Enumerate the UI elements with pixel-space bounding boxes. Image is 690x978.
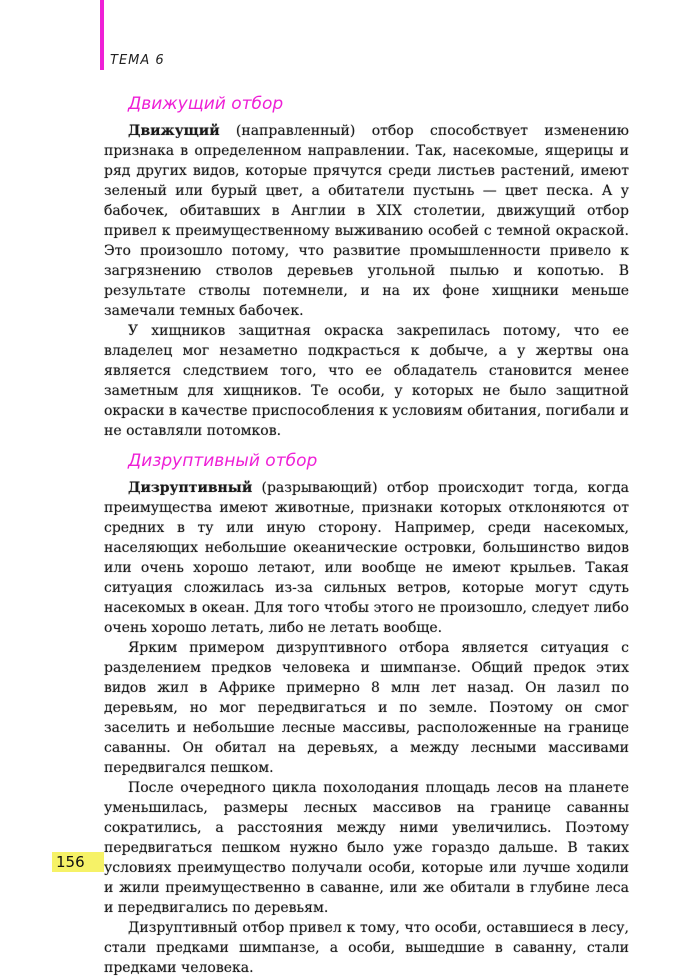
section-heading-directional: Движущий отбор xyxy=(128,94,284,114)
page-content xyxy=(104,92,629,978)
paragraph: После очередного цикла похолодания площадь лесов на планете уменьшилась, размеры лесных массивов на границе саванны сократились, а расстояния между ними увеличились. Поэтому передвигаться пешком нужно было уже гораздо дальше. В таких условиях преимущество получали особи, которые или лучше ходили и жили преимущественно в саванне, или же обитали в глубине леса и передвигались по деревьям. xyxy=(104,780,629,916)
paragraph: У хищников защитная окраска закрепилась потому, что ее владелец мог незаметно подкрасться к добыче, а у жертвы она является следствием того, что ее обладатель становится менее заметным для хищников. Те особи, у которых не было защитной окраски в качестве приспособления к условиям обитания, погибали и не оставляли потомков. xyxy=(104,323,629,439)
paragraph: Дизруптивный отбор привел к тому, что особи, оставшиеся в лесу, стали предками шимпанзе, а особи, вышедшие в саванну, стали предками человека. xyxy=(104,920,629,976)
topic-label: ТЕМА 6 xyxy=(110,53,165,68)
page-number: 156 xyxy=(52,852,104,872)
term-bold: Движущий xyxy=(128,123,220,139)
paragraph: Движущий (направленный) отбор способствует изменению признака в определенном направлении. Так, насекомые, ящерицы и ряд других видов, которые прячутся среди листьев растений, имеют зеленый или бурый цвет, а обитатели пустынь — цвет песка. А у бабочек, обитавших в Англии в XIX столетии, движущий отбор привел к преимущественному выживанию особей с темной окраской. Это произошло потому, что развитие промышленности привело к загрязнению стволов деревьев угольной пылью и копотью. В результате стволы потемнели, и на их фоне хищники меньше замечали темных бабочек. xyxy=(104,123,629,319)
section-heading-disruptive: Дизруптивный отбор xyxy=(128,451,318,471)
paragraph: Дизруптивный (разрывающий) отбор происходит тогда, когда преимущества имеют животные, признаки которых отклоняются от средних в ту или иную сторону. Например, среди насекомых, населяющих небольшие океанические островки, большинство видов или очень хорошо летают, или вообще не имеют крыльев. Такая ситуация сложилась из-за сильных ветров, которые могут сдуть насекомых в океан. Для того чтобы этого не произошло, следует либо очень хорошо летать, либо не летать вообще. xyxy=(104,480,629,636)
paragraph: Ярким примером дизруптивного отбора является ситуация с разделением предков человека и шимпанзе. Общий предок этих видов жил в Африке примерно 8 млн лет назад. Он лазил по деревьям, но мог передвигаться и по земле. Поэтому он смог заселить и небольшие лесные массивы, расположенные на границе саванны. Он обитал на деревьях, а между лесными массивами передвигался пешком. xyxy=(104,640,629,776)
term-bold: Дизруптивный xyxy=(128,480,253,496)
topic-accent-bar xyxy=(100,0,104,70)
